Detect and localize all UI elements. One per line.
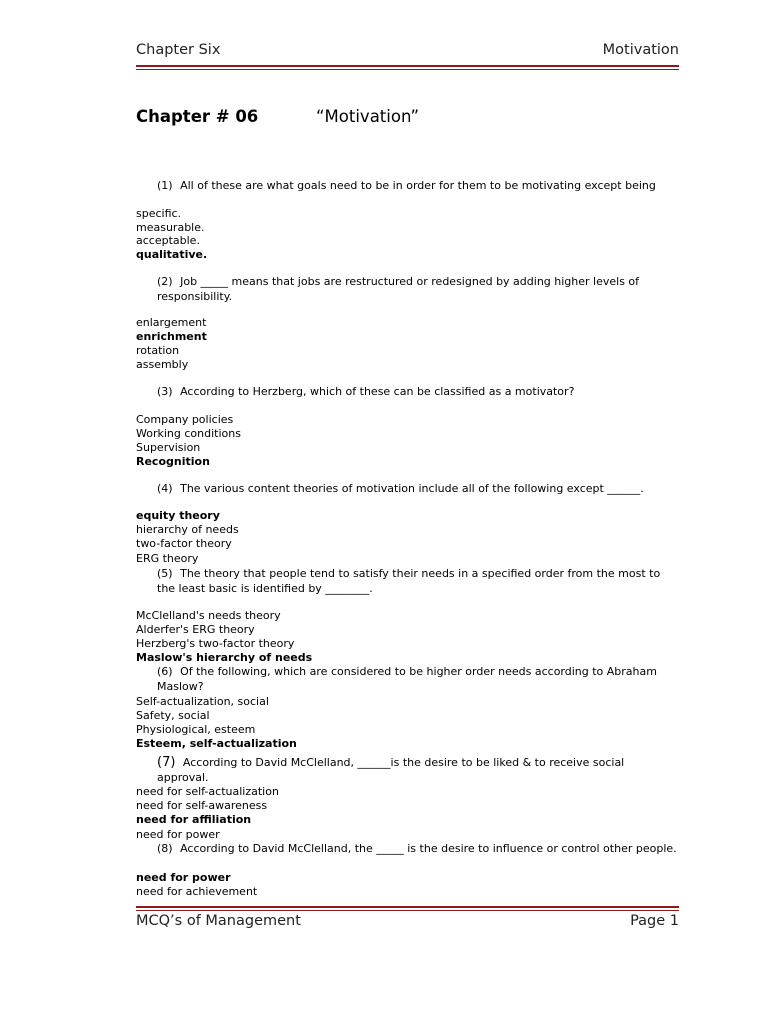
option-answer: equity theory [136,509,220,522]
question-1 [157,179,679,194]
question-text: The various content theories of motivation include all of the following except ______. [180,482,644,495]
footer-rule [136,906,679,908]
option: Herzberg's two-factor theory [136,637,295,650]
question-7 [157,756,679,785]
option-answer: Maslow's hierarchy of needs [136,651,313,664]
question-5 [157,567,679,596]
option: Safety, social [136,709,210,722]
footer-rule-thin [136,910,679,911]
option: Company policies [136,413,234,426]
question-number: (2) [157,275,173,288]
option: acceptable. [136,234,200,247]
option: need for achievement [136,885,258,898]
question-4 [157,482,679,497]
question-number: (8) [157,842,173,855]
option: enlargement [136,316,207,329]
page-footer [136,913,679,935]
question-number: (4) [157,482,173,495]
question-text: Job _____ means that jobs are restructured or redesigned by adding higher levels of responsibility. [157,275,640,303]
chapter-topic: “Motivation” [316,107,420,126]
question-text: Of the following, which are considered to be higher order needs according to Abraham Maslow? [157,665,657,693]
question-text: According to David McClelland, the _____ is the desire to influence or control other people. [180,842,677,855]
option: need for self-actualization [136,785,279,798]
page-title [136,107,679,131]
option-answer: Esteem, self-actualization [136,737,297,750]
footer-title: MCQ’s of Management [136,913,301,929]
option: need for self-awareness [136,799,268,812]
option-answer: need for power [136,871,231,884]
option: McClelland's needs theory [136,609,281,622]
option-answer: enrichment [136,330,207,343]
question-number: (7) [157,755,176,770]
chapter-number: Chapter # 06 [136,107,259,126]
option: Working conditions [136,427,241,440]
question-number: (5) [157,567,173,580]
question-6 [157,665,679,694]
question-text: All of these are what goals need to be in order for them to be motivating except being [180,179,656,192]
option: assembly [136,358,189,371]
option: hierarchy of needs [136,523,239,536]
question-2 [157,275,679,304]
option: measurable. [136,221,205,234]
option-answer: need for affiliation [136,813,252,826]
option: specific. [136,207,182,220]
option: need for power [136,828,220,841]
option: two-factor theory [136,537,232,550]
option: rotation [136,344,180,357]
question-8 [157,842,679,857]
question-text: According to David McClelland, ______is the desire to be liked & to receive social approval. [157,756,625,784]
question-number: (6) [157,665,173,678]
header-rule-thin [136,69,679,70]
header-topic: Motivation [602,42,679,58]
option: ERG theory [136,552,199,565]
question-number: (3) [157,385,173,398]
question-text: The theory that people tend to satisfy their needs in a specified order from the most to the least basic is identified by ________. [157,567,661,595]
question-3 [157,385,679,400]
option: Alderfer's ERG theory [136,623,255,636]
option: Self-actualization, social [136,695,269,708]
option: Supervision [136,441,201,454]
option-answer: qualitative. [136,248,208,261]
page-header [136,42,679,64]
question-number: (1) [157,179,173,192]
header-chapter: Chapter Six [136,42,221,58]
header-rule [136,65,679,67]
option: Physiological, esteem [136,723,256,736]
option-answer: Recognition [136,455,210,468]
question-text: According to Herzberg, which of these can be classified as a motivator? [180,385,575,398]
page-number: Page 1 [630,913,679,929]
